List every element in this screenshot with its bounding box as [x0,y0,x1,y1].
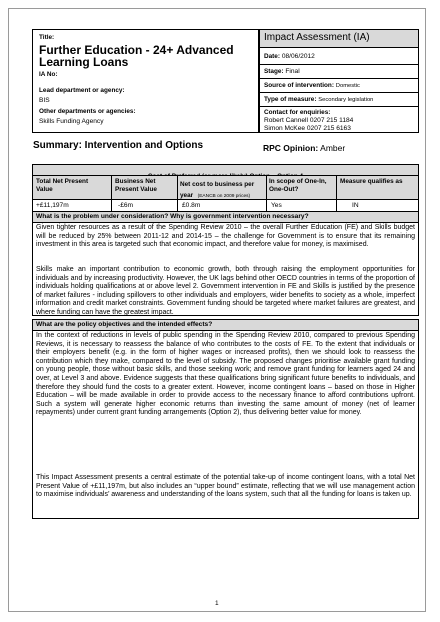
header-net-cost-main: Net cost to business per year [180,181,255,199]
ia-date-row [264,53,315,60]
ia-heading: Impact Assessment (IA) [264,32,370,43]
rpc-opinion [263,143,345,153]
value-business-npv: -£6m [118,202,134,209]
cost-table-caption-bar [33,165,418,176]
header-net-cost-sub: (EANCB on 2009 prices) [197,194,251,199]
other-departments-value: Skills Funding Agency [39,118,104,125]
problem-heading: What is the problem under consideration? Why is government intervention necessary? [36,213,309,220]
header-net-cost [180,178,265,201]
other-departments-label: Other departments or agencies: [39,108,136,115]
summary-title: Summary: Intervention and Options [33,140,204,151]
title-label: Title: [39,34,55,41]
document-title: Further Education - 24+ Advanced Learning Loans [39,43,234,69]
source-label: Source of intervention: [264,82,334,89]
contact-label: Contact for enquiries: [264,109,331,116]
problem-heading-bar [33,212,418,223]
objectives-section [32,319,419,519]
measure-value: Secondary legislation [318,97,374,103]
header-business-npv: Business Net Present Value [115,178,157,193]
ia-panel [259,29,419,133]
title-box [32,29,259,133]
problem-paragraph-1: Given tighter resources as a result of the Spending Review 2010 – the overall Further Education (FE) and Skills budget will be reduced by 25% between 2011-12 and 2014-15 – the challenge for Government is to ensure that its remaining investment in this area is targeted such that economic impact, and therefore value for money, is maximised. [36,224,415,249]
problem-section [32,212,419,316]
header-measure-qualifies: Measure qualifies as [340,178,403,185]
value-total-npv: +£11,197m [36,202,69,209]
lead-department-value: BIS [39,97,50,104]
source-value: Domestic [335,83,360,89]
measure-label: Type of measure: [264,96,317,103]
objectives-heading-bar [33,320,418,331]
stage-value: Final [285,68,300,75]
ia-measure-row [264,96,373,103]
rpc-value: Amber [320,143,346,153]
date-value: 08/06/2012 [281,53,315,60]
value-net-cost: £0.8m [182,202,201,209]
page-number: 1 [215,600,219,607]
contact-2: Simon McKee 0207 215 6163 [264,125,351,132]
date-label: Date: [264,53,280,60]
problem-paragraph-2: Skills make an important contribution to economic growth, both through raising the employment opportunities for individuals and by increasing productivity. However, the UK lags behind other OECD countries in terms of the proportion of individuals holding qualifications at or above level 2. Government intervention in FE and Skills is justified by the presence of market failures - including spillovers to other individuals and employers, wider benefits to society as a whole, imperfect information and credit market constraints. Government funding should be targeted where market failures are greatest, and where funding can have the greatest impact. [36,266,415,316]
ia-no-label: IA No: [39,71,58,78]
contact-1: Robert Cannell 0207 215 1184 [264,117,354,124]
value-in-scope: Yes [271,202,282,209]
objectives-paragraph-1: In the context of reductions in levels of public spending in the Spending Review 2010, compared to previous Spending Reviews, it is necessary to reassess the balance of who contributes to the costs of FE. To the extent that individuals or their employers benefit (e.g. in the form of higher wages or increased profits), then we should look to reassess the contribution which they make, compared to the level of subsidy. The proposed changes prioritise available grant funding on young people, those without basic skills, and those seeking work; and remove grant funding for learners aged 24 and over, at Level 3 and above. Evidence suggests that these qualifications bring significant future benefits to individuals, and therefore they should fund the costs to a greater extent. However, income contingent loans – based on those in Higher Education – will be made available in order to provide access to the necessary finance to afford contributions upfront. Such a system will generate higher economic returns than investing the same amount of money (net of learner repayments) under current grant funding arrangements (Option 2), thus delivering better value for money. [36,332,415,417]
document-page [8,8,426,612]
value-measure-qualifies: IN [352,202,359,209]
ia-source-row [264,82,360,89]
objectives-paragraph-2: This Impact Assessment presents a central estimate of the potential take-up of income contingent loans, with a total Net Present Value of +£11,197m, but also includes an “upper bound” estimate, reflecting that we will use management action to maximise individuals’ awareness and understanding of the loans system, such that all the funding for loans is taken up. [36,474,415,499]
header-in-scope: In scope of One-In, One-Out? [269,178,327,193]
objectives-heading: What are the policy objectives and the intended effects? [36,321,213,328]
ia-heading-bar [260,30,418,48]
rpc-label: RPC Opinion: [263,143,319,153]
stage-label: Stage: [264,68,284,75]
header-total-npv: Total Net Present Value [36,178,89,193]
cost-table [32,164,419,212]
lead-department-label: Lead department or agency: [39,87,125,94]
ia-stage-row [264,68,300,75]
